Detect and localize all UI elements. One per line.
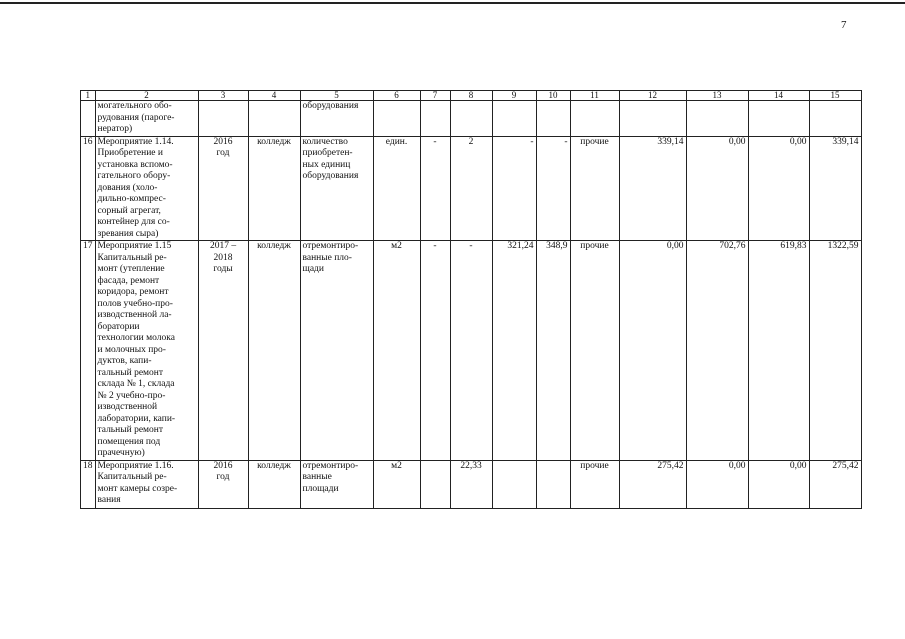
unit: един.	[373, 136, 420, 241]
column-header-11: 11	[570, 91, 619, 101]
value-col-7: -	[420, 136, 450, 241]
indicator-name-line: щади	[302, 264, 324, 274]
amount-col-15: 339,14	[809, 136, 861, 241]
value-col-9	[492, 101, 536, 137]
event-name-line: лаборатории, капи-	[97, 413, 176, 424]
event-name-line: сорный агрегат,	[97, 205, 161, 216]
event-name-line: установка вспомо-	[97, 159, 173, 170]
event-name-line: тальный ремонт	[97, 367, 164, 378]
column-header-6: 6	[373, 91, 420, 101]
event-name-line: вания	[97, 495, 121, 505]
value-col-7	[420, 101, 450, 137]
event-name-line: прачечную)	[97, 448, 145, 458]
indicator-name	[300, 460, 373, 508]
event-period	[198, 460, 248, 508]
event-name-line: № 2 учебно-про-	[97, 390, 166, 401]
indicator-name	[300, 241, 373, 461]
indicator-name-line: отремонтиро-	[302, 241, 359, 251]
event-name-line: полов учебно-про-	[97, 298, 173, 309]
column-header-8: 8	[450, 91, 492, 101]
event-period-line: год	[216, 472, 230, 482]
funding-source: прочие	[570, 460, 619, 508]
amount-col-15	[809, 101, 861, 137]
amount-col-15: 275,42	[809, 460, 861, 508]
column-header-3: 3	[198, 91, 248, 101]
event-name-line: дильно-компрес-	[97, 194, 166, 204]
column-header-9: 9	[492, 91, 536, 101]
event-name-line: контейнер для со-	[97, 217, 170, 227]
amount-col-14: 0,00	[748, 136, 809, 241]
event-name-line: Капитальный ре-	[97, 252, 167, 263]
unit: м2	[373, 460, 420, 508]
event-name-line: могательного обо-	[97, 101, 172, 111]
table-header-row	[81, 91, 862, 101]
amount-col-14	[748, 101, 809, 137]
value-col-9: -	[492, 136, 536, 241]
indicator-name-line: приобретен-	[302, 148, 353, 158]
indicator-name-line: ванные	[302, 472, 332, 482]
funding-source: прочие	[570, 136, 619, 241]
event-name-line: рудования (пароге-	[97, 112, 175, 123]
indicator-name	[300, 136, 373, 241]
event-name-line: нератор)	[97, 124, 133, 134]
column-header-15: 15	[809, 91, 861, 101]
event-name-line: дования (холо-	[97, 182, 158, 193]
event-name-line: технологии молока	[97, 333, 175, 343]
event-name-line: монт камеры созре-	[97, 483, 178, 494]
event-name	[95, 460, 198, 508]
event-name	[95, 101, 198, 137]
event-name-line: Приобретение и	[97, 148, 163, 158]
amount-col-12: 0,00	[619, 241, 686, 461]
amount-col-12: 275,42	[619, 460, 686, 508]
column-header-13: 13	[686, 91, 748, 101]
event-name-line: гательного обору-	[97, 171, 171, 181]
indicator-name-line: количество	[302, 136, 348, 147]
table-row	[81, 101, 862, 137]
event-name-line: и молочных про-	[97, 344, 166, 355]
table-row	[81, 460, 862, 508]
executor: колледж	[248, 460, 300, 508]
executor: колледж	[248, 241, 300, 461]
indicator-name-line: ванные пло-	[302, 252, 352, 263]
column-header-4: 4	[248, 91, 300, 101]
table-row	[81, 136, 862, 241]
event-name-line: Мероприятие 1.16.	[97, 460, 174, 471]
event-name-line: склада № 1, склада	[97, 379, 175, 389]
event-period-line: 2017 –	[209, 241, 237, 251]
value-col-8: -	[450, 241, 492, 461]
event-name-line: зревания сыра)	[97, 228, 159, 239]
event-period-line: 2016	[213, 136, 233, 147]
column-header-7: 7	[420, 91, 450, 101]
indicator-name-line: площади	[302, 483, 339, 494]
event-period-line: год	[216, 148, 230, 158]
column-header-10: 10	[536, 91, 570, 101]
amount-col-13: 0,00	[686, 460, 748, 508]
value-col-10: -	[536, 136, 570, 241]
value-col-10	[536, 460, 570, 508]
event-name-line: тальный ремонт	[97, 425, 164, 435]
amount-col-14: 619,83	[748, 241, 809, 461]
row-number: 18	[81, 460, 96, 508]
page-number: 7	[841, 19, 847, 31]
column-header-2: 2	[95, 91, 198, 101]
event-name-line: боратории	[97, 321, 140, 332]
executor: колледж	[248, 136, 300, 241]
value-col-7	[420, 460, 450, 508]
event-period	[198, 101, 248, 137]
indicator-name-line: ных единиц	[302, 159, 351, 170]
event-period	[198, 136, 248, 241]
event-period	[198, 241, 248, 461]
event-name-line: Мероприятие 1.15	[97, 241, 172, 251]
column-header-14: 14	[748, 91, 809, 101]
indicator-name	[300, 101, 373, 137]
event-name-line: фасада, ремонт	[97, 275, 160, 286]
event-period-line: годы	[213, 264, 233, 274]
executor	[248, 101, 300, 137]
event-name-line: монт (утепление	[97, 264, 165, 274]
event-name-line: Капитальный ре-	[97, 472, 167, 482]
event-period-line: 2016	[213, 460, 233, 471]
row-number: 17	[81, 241, 96, 461]
funding-source	[570, 101, 619, 137]
amount-col-14: 0,00	[748, 460, 809, 508]
value-col-8: 2	[450, 136, 492, 241]
column-header-12: 12	[619, 91, 686, 101]
table-row	[81, 241, 862, 461]
unit	[373, 101, 420, 137]
event-name-line: Мероприятие 1.14.	[97, 136, 174, 147]
indicator-name-line: отремонтиро-	[302, 460, 359, 471]
amount-col-15: 1322,59	[809, 241, 861, 461]
value-col-8: 22,33	[450, 460, 492, 508]
value-col-9	[492, 460, 536, 508]
value-col-9: 321,24	[492, 241, 536, 461]
unit: м2	[373, 241, 420, 461]
value-col-7: -	[420, 241, 450, 461]
value-col-10: 348,9	[536, 241, 570, 461]
column-header-1: 1	[81, 91, 96, 101]
indicator-name-line: оборудования	[302, 171, 359, 181]
event-name	[95, 241, 198, 461]
amount-col-12	[619, 101, 686, 137]
funding-source: прочие	[570, 241, 619, 461]
column-header-5: 5	[300, 91, 373, 101]
amount-col-13: 702,76	[686, 241, 748, 461]
value-col-8	[450, 101, 492, 137]
event-name	[95, 136, 198, 241]
top-border-line	[0, 2, 905, 4]
event-name-line: коридора, ремонт	[97, 287, 169, 297]
event-name-line: помещения под	[97, 436, 161, 447]
row-number: 16	[81, 136, 96, 241]
amount-col-13	[686, 101, 748, 137]
row-number	[81, 101, 96, 137]
event-name-line: изводственной	[97, 402, 158, 412]
event-name-line: дуктов, капи-	[97, 356, 152, 366]
measures-table	[80, 90, 862, 509]
event-name-line: изводственной ла-	[97, 310, 172, 320]
event-period-line: 2018	[213, 252, 233, 263]
amount-col-13: 0,00	[686, 136, 748, 241]
value-col-10	[536, 101, 570, 137]
amount-col-12: 339,14	[619, 136, 686, 241]
indicator-name-line: оборудования	[302, 101, 359, 111]
